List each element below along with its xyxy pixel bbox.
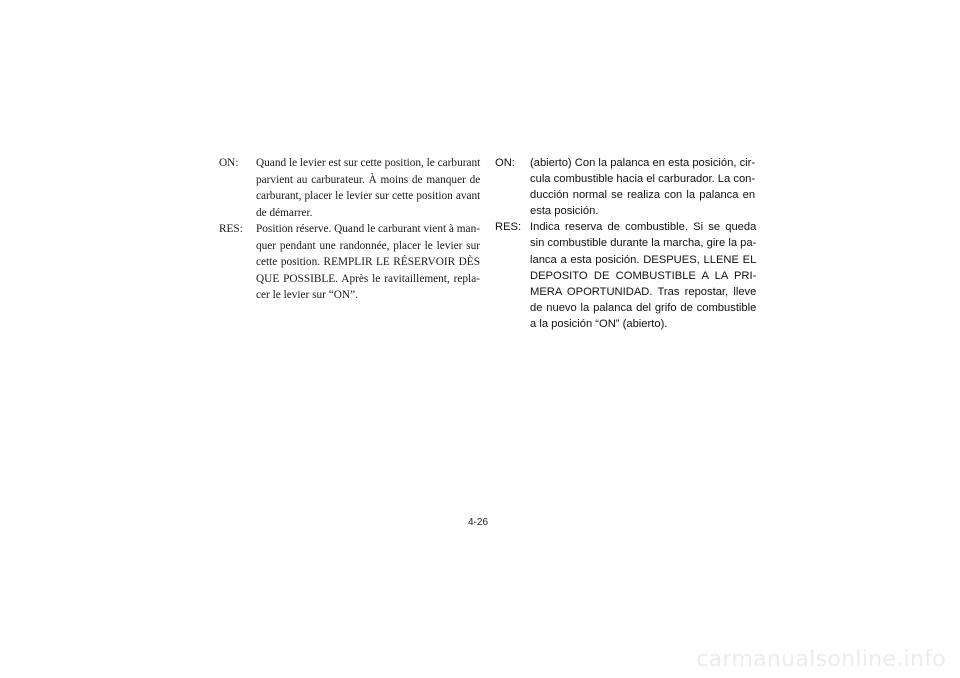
fr-res-line: cer le levier sur “ON”. [256,289,358,301]
es-term-res: RES: [495,221,522,234]
es-desc-res [530,219,756,332]
fr-res-line: cette position. REMPLIR LE RÉSERVOIR DÈS [256,256,480,268]
es-res-line: sin combustible durante la marcha, gire la pa- [530,237,757,250]
french-column [219,155,481,304]
fr-desc-res [256,221,480,304]
fr-term-on: ON: [219,157,239,169]
fr-on-line: carburant, placer le levier sur cette position avant [256,190,481,202]
fr-term-res: RES: [219,223,243,235]
es-res-line: MERA OPORTUNIDAD. Tras repostar, lleve [530,285,757,298]
es-res-line: lanca a esta posición. DESPUES, LLENE EL [530,253,757,266]
fr-entry-res [219,221,480,304]
fr-res-line: quer pendant une randonnée, placer le levier sur [256,239,480,252]
es-on-line: esta posición. [530,205,599,218]
es-entry-on [495,155,756,219]
fr-desc-on [256,155,480,221]
es-on-line: (abierto) Con la palanca en esta posición, cir- [530,157,756,169]
es-on-line: ducción normal se realiza con la palanca en [530,189,756,202]
fr-res-line: Position réserve. Quand le carburant vient à man- [256,223,480,235]
watermark: carmanualsonline.info [696,647,946,672]
es-res-line: Indica reserva de combustible. Si se queda [530,221,757,234]
fr-on-line: de démarrer. [256,206,313,219]
es-entry-res [495,219,757,332]
es-res-line: a la posición “ON” (abierto). [530,317,668,330]
fr-on-line: Quand le levier est sur cette position, le carburant [256,157,481,169]
fr-res-line: QUE POSSIBLE. Après le ravitaillement, repla- [256,272,480,285]
fr-entry-on [219,155,481,221]
es-res-line: DEPOSITO DE COMBUSTIBLE A LA PRI- [530,269,757,282]
es-res-line: de nuevo la palanca del grifo de combustible [530,301,757,314]
fr-on-line: parvient au carburateur. À moins de manquer de [256,173,481,186]
es-on-line: cula combustible hacia el carburador. La con- [530,173,756,186]
page-number: 4-26 [468,517,489,528]
es-desc-on [530,155,755,219]
es-term-on: ON: [495,157,515,169]
spanish-column [495,155,757,332]
